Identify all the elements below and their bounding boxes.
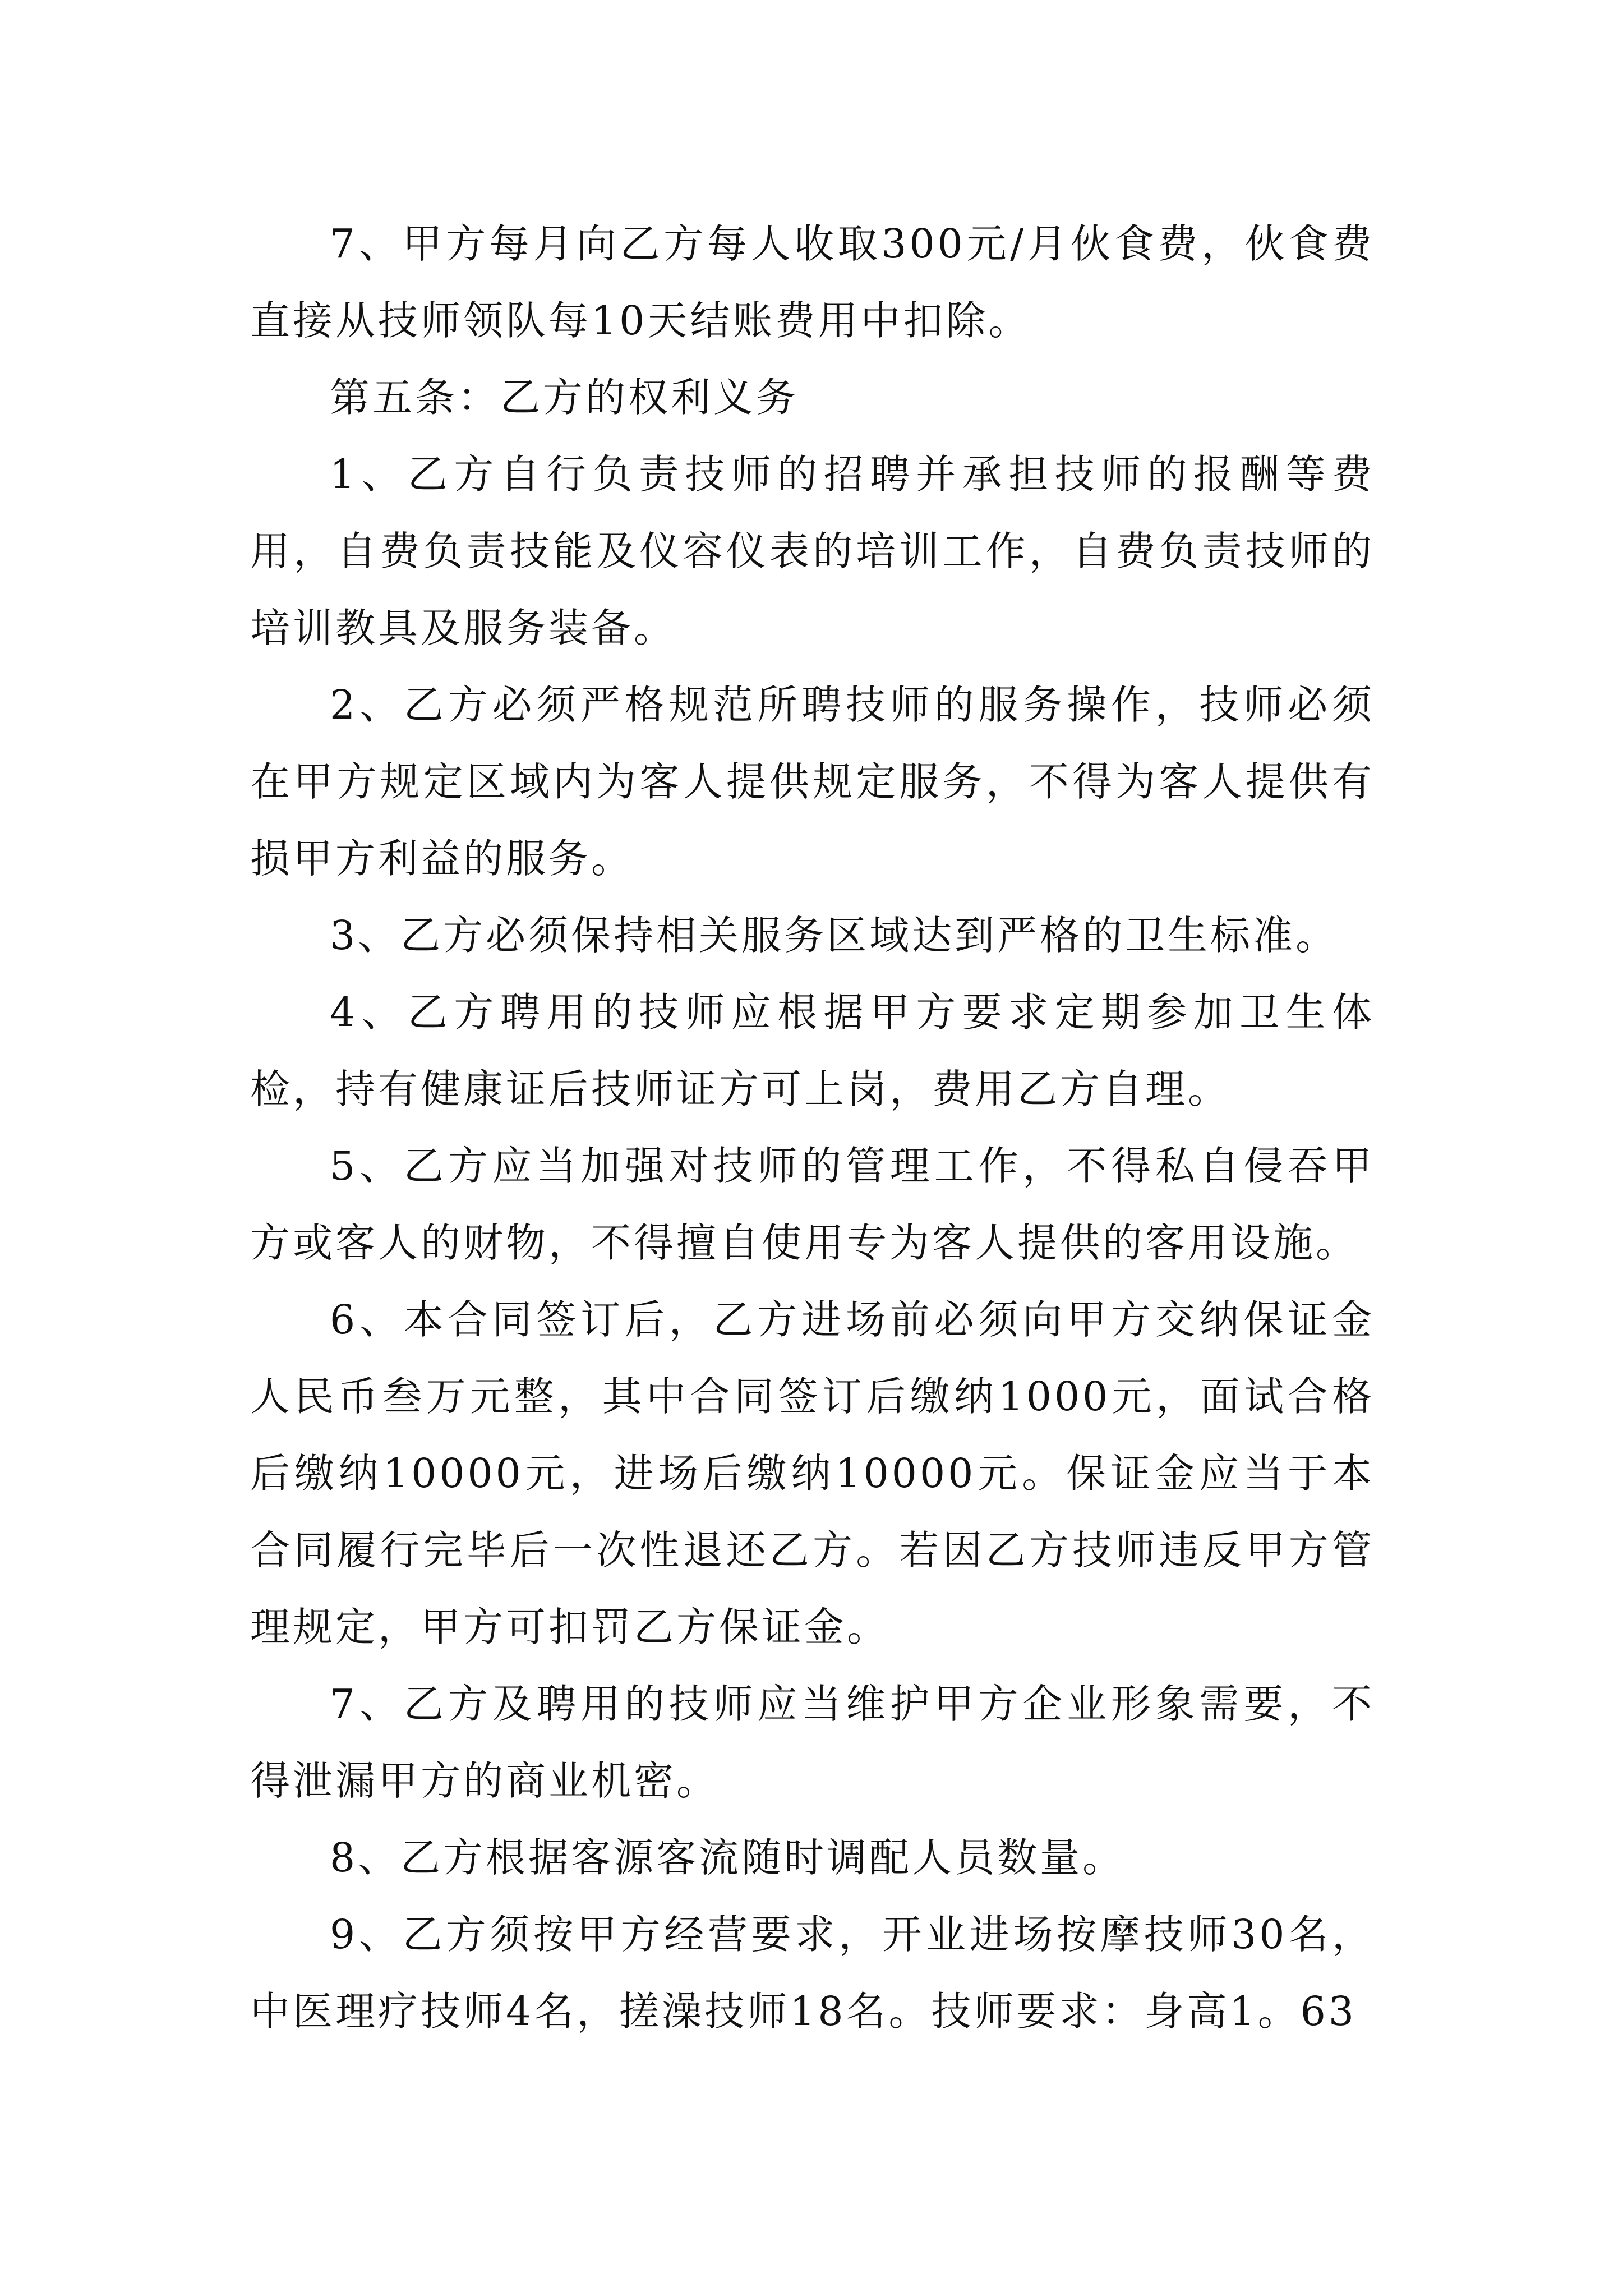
paragraph-clause-7: 7、乙方及聘用的技师应当维护甲方企业形象需要，不得泄漏甲方的商业机密。 <box>250 1681 1375 1804</box>
paragraph-clause-7-meal-fee: 7、甲方每月向乙方每人收取300元/月伙食费，伙食费直接从技师领队每10天结账费用中扣除。 <box>250 220 1375 344</box>
paragraph-clause-8: 8、乙方根据客源客流随时调配人员数量。 <box>330 1834 1126 1881</box>
paragraph-clause-4: 4、乙方聘用的技师应根据甲方要求定期参加卫生体检，持有健康证后技师证方可上岗，费用乙方自理。 <box>250 989 1375 1112</box>
section-heading-article-5: 第五条：乙方的权利义务 <box>330 374 799 421</box>
contract-body <box>250 205 1375 2050</box>
paragraph-clause-9: 9、乙方须按甲方经营要求，开业进场按摩技师30名，中医理疗技师4名，搓澡技师18名。技师要求：身高1。63 <box>250 1911 1375 2035</box>
paragraph-clause-1: 1、乙方自行负责技师的招聘并承担技师的报酬等费用，自费负责技能及仪容仪表的培训工作，自费负责技师的培训教具及服务装备。 <box>250 451 1375 651</box>
paragraph-clause-3: 3、乙方必须保持相关服务区域达到严格的卫生标准。 <box>330 912 1339 959</box>
paragraph-clause-5: 5、乙方应当加强对技师的管理工作，不得私自侵吞甲方或客人的财物，不得擅自使用专为客人提供的客用设施。 <box>250 1143 1375 1266</box>
paragraph-clause-2: 2、乙方必须严格规范所聘技师的服务操作，技师必须在甲方规定区域内为客人提供规定服务，不得为客人提供有损甲方利益的服务。 <box>250 682 1375 882</box>
paragraph-clause-6: 6、本合同签订后，乙方进场前必须向甲方交纳保证金人民币叁万元整，其中合同签订后缴纳1000元，面试合格后缴纳10000元，进场后缴纳10000元。保证金应当于本合同履行完毕后一次性退还乙方。若因乙方技师违反甲方管理规定，甲方可扣罚乙方保证金。 <box>250 1296 1375 1650</box>
